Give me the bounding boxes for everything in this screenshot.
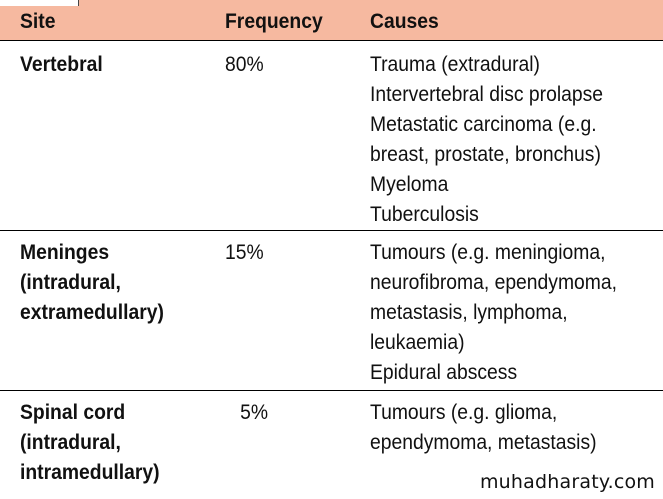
site-cell xyxy=(20,50,103,80)
cause-line: Tuberculosis xyxy=(370,203,479,226)
header-frequency: Frequency xyxy=(225,10,323,33)
frequency-cell: 15% xyxy=(225,241,264,264)
frequency-cell: 5% xyxy=(240,401,268,424)
site-line: (intradural, xyxy=(20,431,121,454)
cause-line: Trauma (extradural) xyxy=(370,53,540,76)
table-row-meninges xyxy=(0,238,663,390)
spinal-compression-table xyxy=(0,6,663,499)
cause-line: ependymoma, metastasis) xyxy=(370,431,597,454)
cause-line: Myeloma xyxy=(370,173,449,196)
row-divider xyxy=(0,390,663,391)
cause-line: Tumours (e.g. meningioma, xyxy=(370,241,606,264)
table-header-row xyxy=(0,6,663,40)
site-line: Vertebral xyxy=(20,53,103,76)
cause-line: metastasis, lymphoma, xyxy=(370,301,568,324)
row-divider xyxy=(0,230,663,231)
causes-cell xyxy=(370,398,597,458)
site-cell xyxy=(20,238,164,328)
cause-line: breast, prostate, bronchus) xyxy=(370,143,601,166)
causes-cell xyxy=(370,50,603,230)
frequency-cell: 80% xyxy=(225,53,264,76)
site-line: Spinal cord xyxy=(20,401,126,424)
site-line: intramedullary) xyxy=(20,461,160,484)
site-line: Meninges xyxy=(20,241,110,264)
table-row-vertebral xyxy=(0,50,663,232)
site-line: extramedullary) xyxy=(20,301,164,324)
cause-line: Epidural abscess xyxy=(370,361,518,384)
cause-line: leukaemia) xyxy=(370,331,465,354)
header-site: Site xyxy=(20,10,56,33)
causes-cell xyxy=(370,238,617,388)
cause-line: Intervertebral disc prolapse xyxy=(370,83,604,106)
cause-line: Tumours (e.g. glioma, xyxy=(370,401,558,424)
header-divider xyxy=(0,40,663,41)
header-causes: Causes xyxy=(370,10,439,33)
cause-line: neurofibroma, ependymoma, xyxy=(370,271,618,294)
site-line: (intradural, xyxy=(20,271,121,294)
cause-line: Metastatic carcinoma (e.g. xyxy=(370,113,597,136)
watermark-text: muhadharaty.com xyxy=(479,471,655,493)
